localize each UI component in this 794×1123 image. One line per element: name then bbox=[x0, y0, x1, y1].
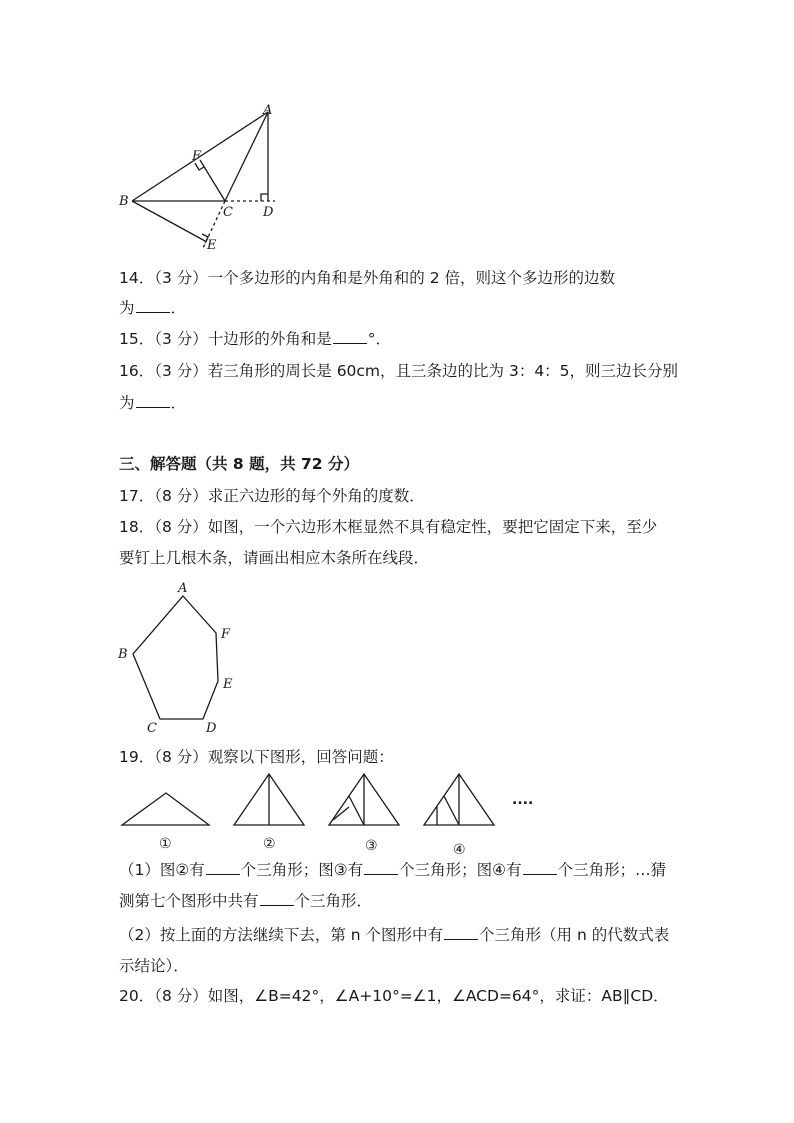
q19-p2-post: 个三角形（用 n 的代数式表 bbox=[479, 926, 670, 944]
answer-blank bbox=[364, 860, 398, 875]
fig2-label-d: D bbox=[206, 721, 217, 736]
answer-blank bbox=[206, 860, 240, 875]
fig1-label-c: C bbox=[223, 205, 233, 220]
q19-p1-line2 bbox=[119, 890, 372, 912]
q17-line: 17．（8 分）求正六边形的每个外角的度数． bbox=[119, 487, 425, 505]
fig1-label-d: D bbox=[263, 205, 274, 220]
q19-p1-line2-post: 个三角形． bbox=[294, 892, 373, 910]
fig2-label-b: B bbox=[118, 647, 128, 662]
q16-line2-post: ． bbox=[170, 394, 187, 412]
answer-blank bbox=[260, 891, 294, 906]
q16-line2 bbox=[119, 392, 186, 414]
fig1-label-a: A bbox=[263, 103, 273, 118]
q14-line2-post: ． bbox=[170, 299, 187, 317]
answer-blank bbox=[444, 925, 478, 940]
q16-line1: 16．（3 分）若三角形的周长是 60cm，且三条边的比为 3：4：5，则三边长分别 bbox=[119, 362, 679, 380]
q19-p1-b: 个三角形；图③有 bbox=[240, 861, 364, 879]
q19-p1-line1 bbox=[119, 859, 666, 881]
q19-p2-pre: （2）按上面的方法继续下去，第 n 个图形中有 bbox=[119, 926, 444, 944]
q15-post: °． bbox=[367, 330, 392, 348]
q20-line: 20．（8 分）如图，∠B=42°，∠A+10°=∠1，∠ACD=64°，求证：AB∥CD． bbox=[119, 987, 669, 1005]
answer-blank bbox=[333, 329, 367, 344]
q18-line1: 18．（8 分）如图，一个六边形木框显然不具有稳定性，要把它固定下来，至少 bbox=[119, 518, 658, 536]
fig1-label-b: B bbox=[119, 194, 129, 209]
q15-pre: 15．（3 分）十边形的外角和是 bbox=[119, 330, 332, 348]
seq-label-3: ③ bbox=[365, 838, 378, 854]
q14-line2-pre: 为 bbox=[119, 299, 135, 317]
q19-p1-a: （1）图②有 bbox=[119, 861, 205, 879]
section-heading: 三、解答题（共 8 题，共 72 分） bbox=[119, 455, 359, 473]
fig1-label-e: E bbox=[207, 238, 217, 253]
q19-p1-c: 个三角形；图④有 bbox=[399, 861, 522, 879]
fig2-label-a: A bbox=[178, 581, 188, 596]
fig2-label-c: C bbox=[147, 721, 157, 736]
q19-title: 19．（8 分）观察以下图形，回答问题： bbox=[119, 748, 394, 766]
q19-p2-line1 bbox=[119, 924, 669, 946]
fig2-label-e: E bbox=[223, 677, 233, 692]
seq-label-4: ④ bbox=[453, 842, 466, 858]
answer-blank bbox=[523, 860, 557, 875]
q14-line2 bbox=[119, 297, 186, 319]
figure-hexagon bbox=[110, 578, 240, 738]
answer-blank bbox=[136, 393, 170, 408]
q19-p1-d: 个三角形；…猜 bbox=[557, 861, 667, 879]
q14-line1: 14．（3 分）一个多边形的内角和是外角和的 2 倍，则这个多边形的边数 bbox=[119, 269, 615, 287]
seq-ellipsis: .... bbox=[512, 792, 534, 808]
q19-p2-line2: 示结论）． bbox=[119, 957, 189, 975]
figure-triangle-sequence bbox=[110, 768, 550, 863]
fig1-label-f: F bbox=[192, 149, 202, 164]
seq-label-1: ① bbox=[159, 836, 172, 852]
answer-blank bbox=[136, 298, 170, 313]
q15-line bbox=[119, 328, 391, 350]
seq-label-2: ② bbox=[263, 836, 276, 852]
q16-line2-pre: 为 bbox=[119, 394, 135, 412]
q18-line2: 要钉上几根木条，请画出相应木条所在线段． bbox=[119, 549, 430, 567]
q19-p1-line2-pre: 测第七个图形中共有 bbox=[119, 892, 259, 910]
fig2-label-f: F bbox=[221, 627, 231, 642]
figure-triangle-perpendiculars bbox=[110, 100, 290, 260]
